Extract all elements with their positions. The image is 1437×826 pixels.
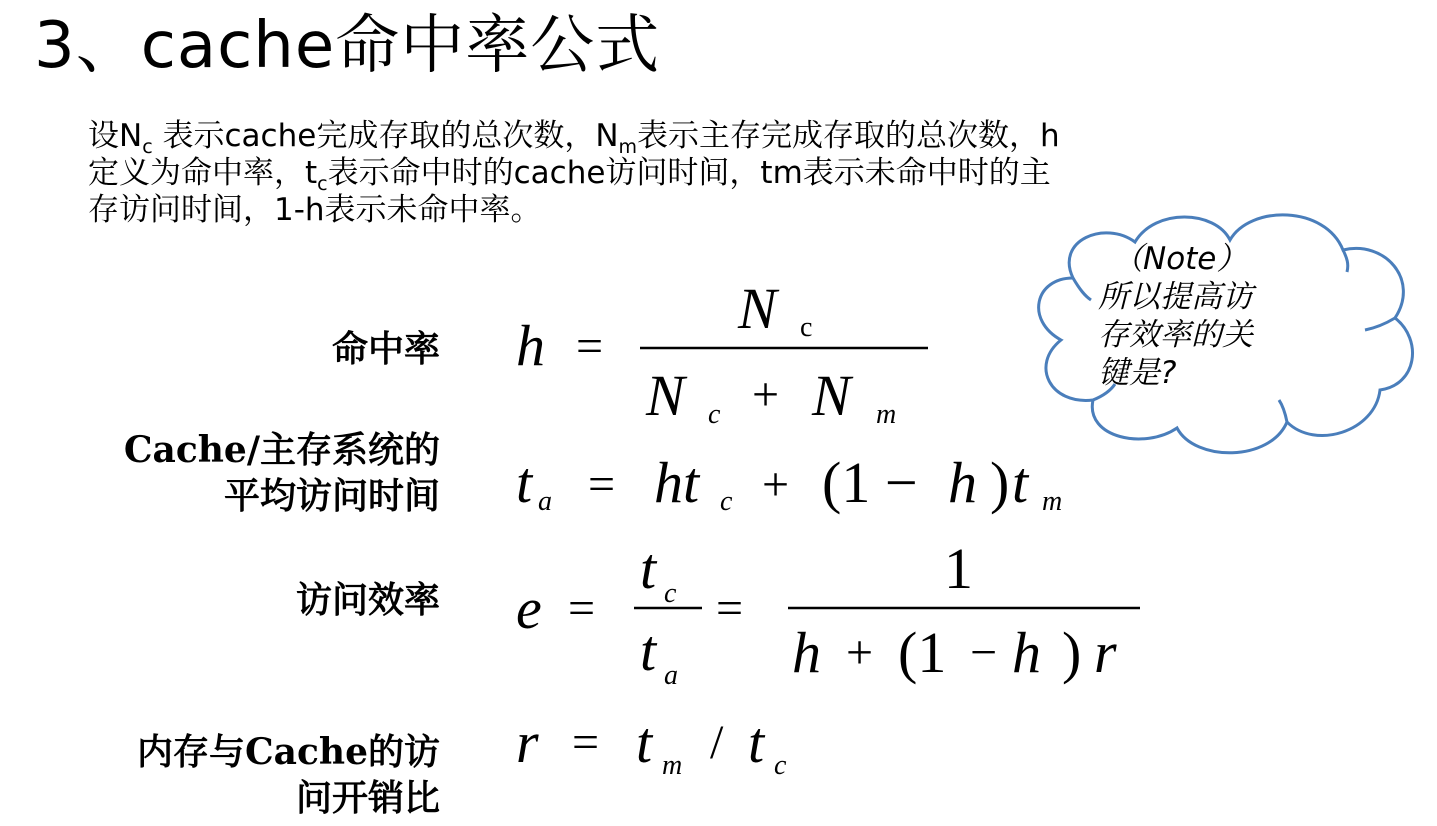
var-t: t: [516, 450, 533, 515]
equals-sign: =: [576, 320, 604, 373]
var-h: h: [516, 313, 545, 378]
subscript-c: c: [708, 399, 721, 430]
subscript-m: m: [662, 750, 683, 781]
formula-efficiency: [516, 536, 1140, 691]
note-heading: [1098, 240, 1318, 278]
subscript-c: c: [142, 136, 153, 158]
plus-sign: +: [752, 368, 780, 421]
var-ht: ht: [654, 450, 700, 515]
slash-sign: /: [710, 716, 724, 769]
plus-sign: +: [846, 626, 874, 679]
paren-one: (1: [898, 620, 947, 685]
equals-sign: =: [716, 582, 744, 635]
var-h: h: [948, 450, 977, 515]
formula-avg-access: [516, 450, 1062, 517]
label-efficiency: 访问效率: [295, 579, 440, 621]
paren-close: ): [990, 450, 1010, 515]
label-ratio-2: 问开销比: [295, 777, 440, 819]
intro-text: 定义为命中率，t: [88, 155, 318, 191]
numeral-one: 1: [944, 536, 973, 601]
paren-close: ): [1062, 620, 1082, 685]
note-paren-open: （: [1112, 241, 1143, 277]
paren-one-minus: (1 −: [822, 450, 918, 515]
slide-title: 3、cache命中率公式: [34, 9, 661, 83]
note-line-1: 所以提高访: [1098, 279, 1253, 315]
subscript-c: c: [774, 750, 787, 781]
label-avg-access-2: 平均访问时间: [223, 475, 440, 517]
var-r: r: [516, 710, 539, 775]
intro-text: 表示主存完成存取的总次数，h: [637, 118, 1060, 154]
note-line-2: 存效率的关: [1098, 317, 1253, 353]
var-h: h: [792, 620, 821, 685]
equals-sign: =: [572, 716, 600, 769]
plus-sign: +: [762, 458, 790, 511]
note-text: [1098, 240, 1318, 392]
intro-line-3: 存访问时间，1-h表示未命中率。: [88, 192, 542, 228]
subscript-c: c: [800, 312, 813, 343]
subscript-c: c: [664, 578, 677, 609]
intro-line-1: [88, 118, 1248, 158]
note-line-3: 键是?: [1098, 355, 1177, 391]
var-t: t: [1012, 450, 1029, 515]
intro-line-2: [88, 155, 1248, 195]
subscript-c: c: [317, 173, 328, 195]
intro-text: 设N: [88, 118, 143, 154]
var-h: h: [1012, 620, 1041, 685]
subscript-m: m: [876, 399, 897, 430]
var-t: t: [640, 536, 657, 601]
equals-sign: =: [588, 458, 616, 511]
label-ratio-1: 内存与Cache的访: [137, 731, 440, 773]
subscript-m: m: [618, 136, 638, 158]
intro-text: 表示cache完成存取的总次数，N: [152, 118, 619, 154]
note-paren-close: ）: [1216, 241, 1248, 277]
subscript-m: m: [1042, 486, 1063, 517]
formula-ratio: [516, 710, 787, 781]
label-avg-access-1: Cache/主存系统的: [123, 429, 440, 471]
minus-sign: −: [970, 626, 998, 679]
var-N: N: [646, 363, 685, 428]
var-e: e: [516, 576, 542, 641]
intro-text: 表示命中时的cache访问时间，tm表示未命中时的主: [327, 155, 1051, 191]
var-t: t: [640, 618, 657, 683]
var-t: t: [748, 710, 765, 775]
equals-sign: =: [568, 582, 596, 635]
subscript-c: c: [720, 486, 733, 517]
formula-hit-rate: [516, 276, 928, 430]
var-N: N: [812, 363, 851, 428]
var-t: t: [636, 710, 653, 775]
label-hit-rate: 命中率: [331, 328, 440, 370]
note-heading-text: Note: [1143, 241, 1217, 277]
var-N: N: [738, 276, 777, 341]
subscript-a: a: [538, 486, 552, 517]
subscript-a: a: [664, 660, 678, 691]
var-r: r: [1094, 620, 1117, 685]
